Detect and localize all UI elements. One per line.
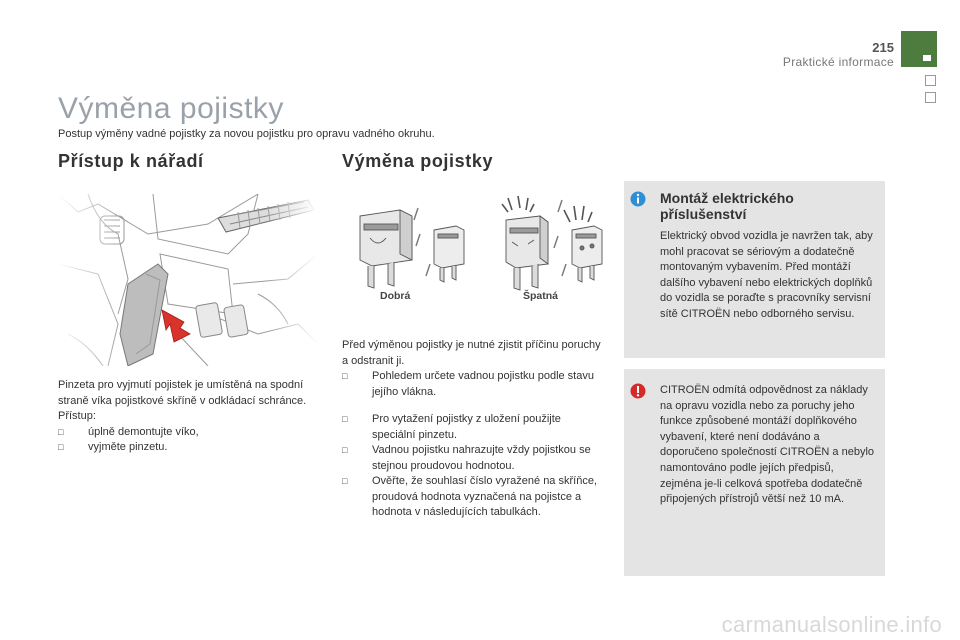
good-fuse-label: Dobrá: [380, 290, 411, 302]
fuse-steps-continued: [342, 412, 604, 521]
tool-access-text: [58, 378, 308, 456]
tab-marker-icon: [923, 55, 931, 61]
chapter-title: Praktické informace: [782, 55, 894, 69]
heading-fuse-replacement: Výměna pojistky: [342, 151, 494, 171]
access-steps: [58, 425, 308, 456]
chapter-tab: [901, 31, 937, 67]
tool-access-intro: Pinzeta pro vyjmutí pojistek je umístěná na spodní straně víka pojistkové skříně v odkládací schránce.: [58, 379, 307, 407]
watermark: carmanualsonline.info: [721, 612, 942, 637]
heading-tool-access: Přístup k nářadí: [58, 151, 204, 171]
info-icon: [630, 191, 646, 207]
liability-warning-box: [624, 369, 885, 576]
chapter-tab-empty-2: [925, 92, 936, 103]
fuse-steps: [342, 369, 604, 400]
list-item: □ Pro vytažení pojistky z uložení použijte speciální pinzetu.: [342, 412, 604, 443]
fuse-replacement-text: [342, 338, 604, 521]
page-subtitle: Postup výměny vadné pojistky za novou pojistku pro opravu vadného okruhu.: [58, 128, 435, 140]
page-number: 215: [872, 40, 894, 55]
list-item: □ Ověřte, že souhlasí číslo vyražené na skříňce, proudová hodnota vyznačená na pojistce a hodnota v následujících tabulkách.: [342, 474, 604, 521]
glovebox-illustration: [58, 194, 318, 366]
list-item: □ úplně demontujte víko,: [58, 425, 308, 441]
info-box-text: Elektrický obvod vozidla je navržen tak, aby mohl pracovat se sériovým a dodatečně montovaným vybavením. Před montáží dalšího vybavení nebo elektrických doplňků do vozidla se poraďte s pracovníky servisní sítě CITROËN nebo odborného servisu.: [660, 230, 873, 320]
list-item: □ vyjměte pinzetu.: [58, 440, 308, 456]
chapter-tab-empty-1: [925, 75, 936, 86]
blown-fuse-icon: [506, 216, 548, 290]
accessory-info-box: [624, 181, 885, 358]
warning-box-text: CITROËN odmítá odpovědnost za náklady na opravu vozidla nebo za poruchy jeho funkce způsobené montáží doplňkového vybavení, které není dodáváno a doporučeno společností CITROËN a nebylo namontováno podle jejích předpisů, zejména je-li celková spotřeba dodatečně připojených přístrojů větší než 10 mA.: [660, 384, 875, 506]
fuse-replacement-intro: Před výměnou pojistky je nutné zjistit příčinu poruchy a odstranit ji.: [342, 339, 601, 367]
list-item: □ Vadnou pojistku nahrazujte vždy pojistkou se stejnou proudovou hodnotou.: [342, 443, 604, 474]
good-fuse-icon: [360, 210, 412, 288]
info-box-title: Montáž elektrického příslušenství: [660, 190, 794, 222]
good-fuse-icon: [434, 226, 464, 282]
page-title: Výměna pojistky: [58, 92, 284, 125]
access-label: Přístup:: [58, 410, 96, 422]
list-item: □ Pohledem určete vadnou pojistku podle stavu jejího vlákna.: [342, 369, 604, 400]
warning-icon: [630, 383, 646, 399]
blown-fuse-icon: [572, 226, 602, 282]
bad-fuse-label: Špatná: [523, 290, 559, 302]
